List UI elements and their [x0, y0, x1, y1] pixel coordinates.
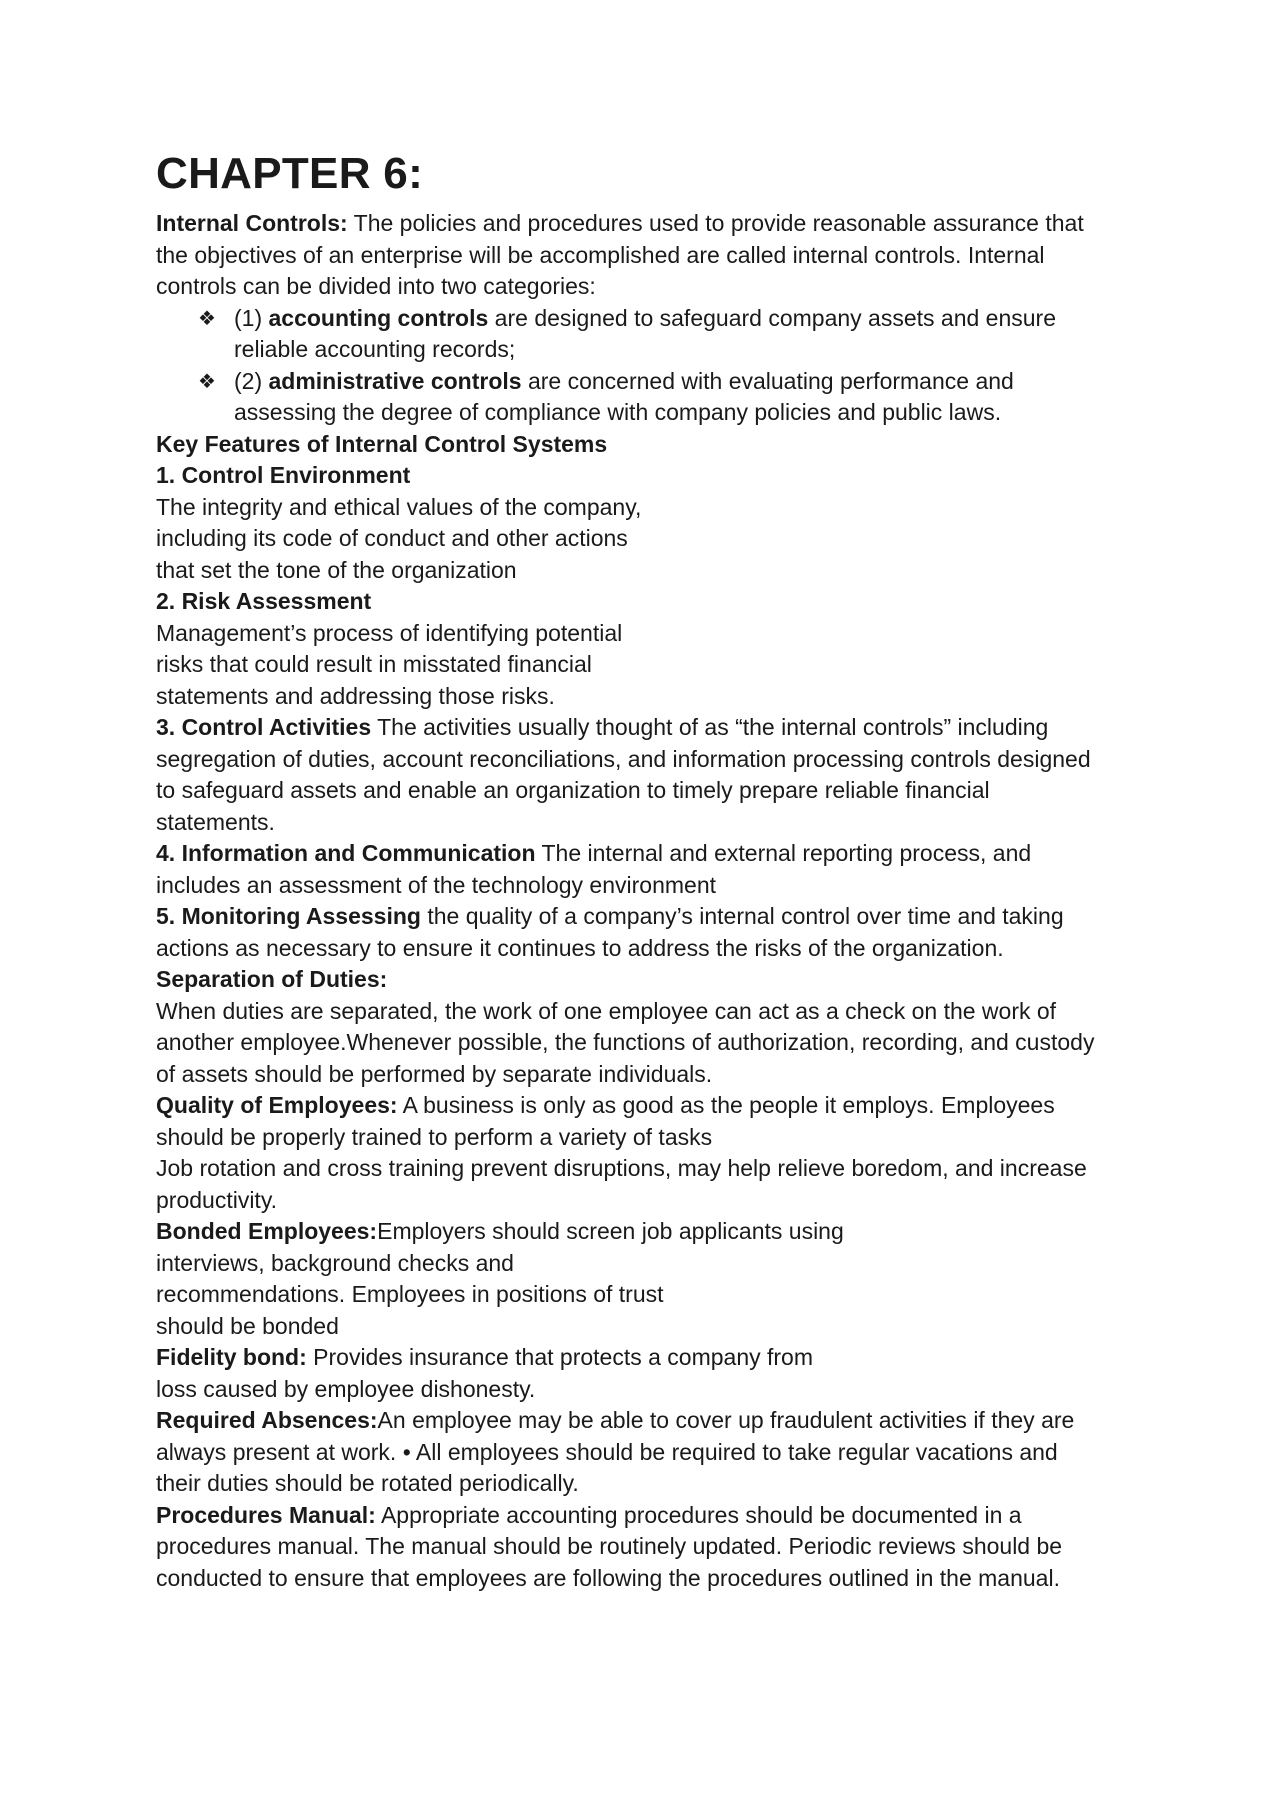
section-heading: 4. Information and Communication [156, 840, 536, 866]
information-communication-section [156, 838, 1160, 901]
section-line: should be properly trained to perform a variety of tasks [156, 1123, 713, 1150]
section-line: An employee may be able to cover up fraudulent activities if they are [377, 1407, 1075, 1433]
section-line: A business is only as good as the people it employs. Employees [397, 1092, 1055, 1118]
section-heading: 5. Monitoring Assessing [156, 903, 421, 929]
section-line: loss caused by employee dishonesty. [156, 1375, 536, 1402]
diamond-bullet-icon: ❖ [198, 305, 216, 330]
bullet-term: accounting controls [268, 304, 489, 331]
section-line: The activities usually thought of as “the internal controls” including [371, 714, 1049, 740]
section-line: Appropriate accounting procedures should be documented in a [375, 1501, 1022, 1528]
monitoring-section [156, 901, 1160, 964]
section-term: Bonded Employees: [156, 1218, 378, 1244]
diamond-bullet-icon: ❖ [198, 368, 216, 393]
bullet-prefix: (1) [234, 304, 269, 331]
section-term: Procedures Manual: [156, 1501, 376, 1528]
document-body [156, 208, 1160, 1594]
section-line: segregation of duties, account reconciliations, and information processing controls designed [156, 745, 1091, 772]
quality-of-employees-section [156, 1090, 1160, 1216]
section-line: risks that could result in misstated financial [156, 651, 592, 677]
section-line: Job rotation and cross training prevent disruptions, may help relieve boredom, and increase [156, 1155, 1087, 1181]
required-absences-section [156, 1405, 1160, 1500]
section-line: includes an assessment of the technology environment [156, 871, 716, 898]
section-term: Required Absences: [156, 1407, 378, 1433]
section-heading: 1. Control Environment [156, 462, 411, 488]
section-line: interviews, background checks and [156, 1249, 514, 1276]
section-line: recommendations. Employees in positions of trust [156, 1281, 664, 1307]
bullet-line: are concerned with evaluating performance and [521, 367, 1014, 394]
section-line: Employers should screen job applicants using [377, 1218, 844, 1244]
section-line: Provides insurance that protects a company from [306, 1344, 814, 1370]
risk-assessment-section [156, 586, 1160, 712]
section-line: statements and addressing those risks. [156, 682, 555, 709]
control-activities-section [156, 712, 1160, 838]
section-line: conducted to ensure that employees are following the procedures outlined in the manual. [156, 1564, 1060, 1591]
separation-of-duties-section [156, 964, 1160, 1090]
control-categories-list [156, 303, 1160, 429]
section-line: should be bonded [156, 1312, 339, 1339]
section-line: The internal and external reporting process, and [535, 840, 1032, 866]
bonded-employees-section [156, 1216, 1160, 1342]
intro-paragraph [156, 208, 1160, 303]
list-item [156, 303, 1160, 366]
intro-line: controls can be divided into two categories: [156, 273, 596, 299]
section-line: actions as necessary to ensure it continues to address the risks of the organization. [156, 934, 1004, 961]
section-line: the quality of a company’s internal control over time and taking [420, 903, 1064, 929]
section-line: procedures manual. The manual should be routinely updated. Periodic reviews should be [156, 1533, 1063, 1559]
section-line: productivity. [156, 1186, 278, 1213]
section-term: Fidelity bond: [156, 1344, 307, 1370]
section-line: When duties are separated, the work of one employee can act as a check on the work of [156, 997, 1057, 1024]
list-item [156, 366, 1160, 429]
section-line: The integrity and ethical values of the company, [156, 493, 642, 520]
intro-term: Internal Controls: [156, 210, 348, 236]
bullet-line: assessing the degree of compliance with company policies and public laws. [234, 399, 1002, 425]
bullet-line: are designed to safeguard company assets and ensure [488, 304, 1056, 331]
key-features-heading: Key Features of Internal Control Systems [156, 430, 608, 457]
section-line: of assets should be performed by separate individuals. [156, 1060, 713, 1087]
chapter-title: CHAPTER 6: [156, 149, 424, 198]
section-line: their duties should be rotated periodically. [156, 1470, 579, 1496]
section-line: Management’s process of identifying potential [156, 619, 623, 646]
bullet-line: reliable accounting records; [234, 336, 516, 362]
section-line: that set the tone of the organization [156, 556, 517, 583]
control-environment-section [156, 460, 1160, 586]
section-line: including its code of conduct and other actions [156, 525, 628, 551]
intro-line: The policies and procedures used to provide reasonable assurance that [347, 210, 1084, 236]
fidelity-bond-section [156, 1342, 1160, 1405]
procedures-manual-section [156, 1500, 1160, 1595]
section-term: Quality of Employees: [156, 1092, 398, 1118]
section-line: to safeguard assets and enable an organization to timely prepare reliable financial [156, 777, 990, 803]
section-line: another employee.Whenever possible, the functions of authorization, recording, and custody [156, 1029, 1095, 1055]
intro-line: the objectives of an enterprise will be accomplished are called internal controls. Internal [156, 241, 1045, 268]
section-heading: 2. Risk Assessment [156, 588, 372, 614]
section-line: always present at work. • All employees should be required to take regular vacations and [156, 1438, 1058, 1465]
bullet-term: administrative controls [268, 367, 522, 394]
section-heading: 3. Control Activities [156, 714, 372, 740]
section-line: statements. [156, 808, 275, 835]
bullet-prefix: (2) [234, 367, 269, 394]
section-heading: Separation of Duties: [156, 966, 388, 992]
